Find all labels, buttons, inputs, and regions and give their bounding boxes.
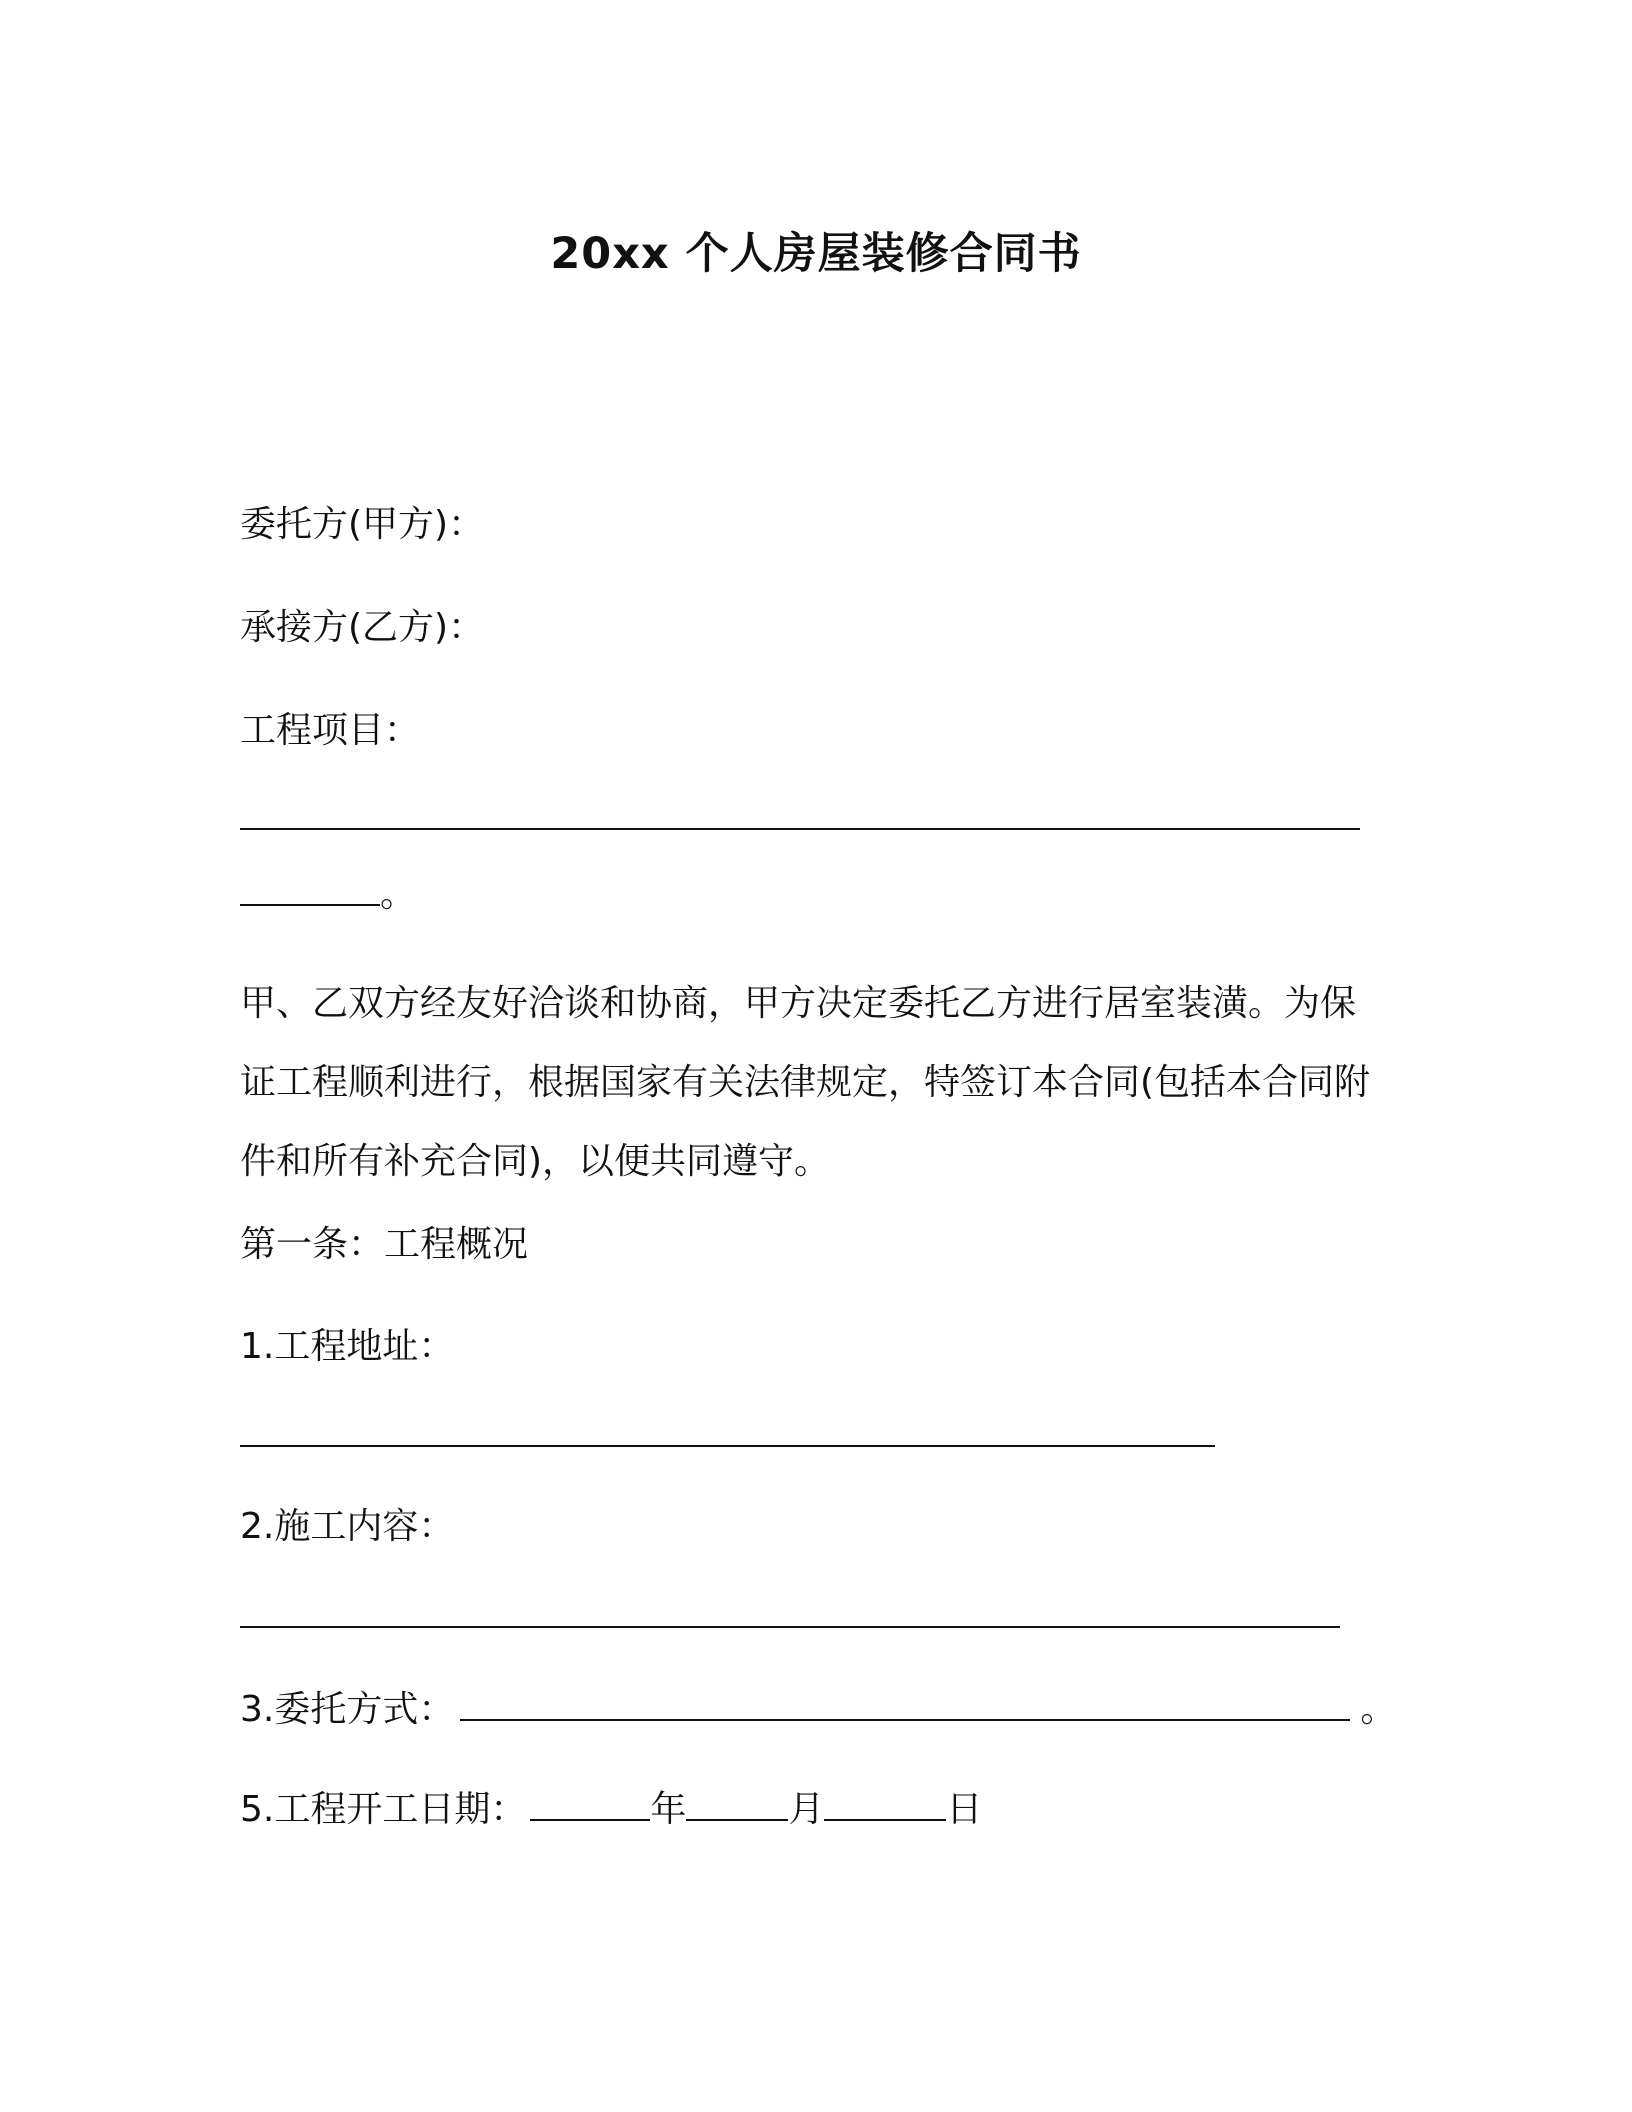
item-5-label: 5.工程开工日期：: [240, 1789, 527, 1830]
day-label: 日: [946, 1789, 983, 1830]
project-blank-line-1[interactable]: [240, 828, 1360, 830]
item-2-label: 2.施工内容：: [240, 1506, 455, 1547]
item-1-label: 1.工程地址：: [240, 1326, 455, 1367]
project-blank-line-2: [240, 870, 416, 920]
project-end-mark: 。: [380, 874, 417, 915]
month-label: 月: [788, 1789, 825, 1830]
item-3-row: [240, 1685, 1396, 1735]
year-blank-field[interactable]: [530, 1789, 650, 1821]
item-2-blank-line[interactable]: [240, 1626, 1340, 1628]
item-5-row: [240, 1785, 982, 1835]
month-blank-field[interactable]: [686, 1789, 788, 1821]
project-label: 工程项目：: [240, 710, 421, 751]
intro-paragraph: 甲、乙双方经友好洽谈和协商，甲方决定委托乙方进行居室装潢。为保证工程顺利进行，根据国家有关法律规定，特签订本合同(包括本合同附件和所有补充合同)，以便共同遵守。: [240, 983, 1371, 1182]
article-1-heading: 第一条：工程概况: [240, 1224, 529, 1265]
item-3-end-mark: 。: [1360, 1689, 1397, 1730]
item-3-label: 3.委托方式：: [240, 1689, 455, 1730]
document-title: 20xx 个人房屋装修合同书: [550, 229, 1082, 279]
party-b-label: 承接方(乙方)：: [240, 607, 485, 648]
item-1-blank-line[interactable]: [240, 1445, 1215, 1447]
party-a-label: 委托方(甲方)：: [240, 504, 485, 545]
project-blank-field[interactable]: [240, 874, 380, 906]
day-blank-field[interactable]: [824, 1789, 946, 1821]
item-3-blank-field[interactable]: [460, 1689, 1350, 1721]
year-label: 年: [650, 1789, 687, 1830]
